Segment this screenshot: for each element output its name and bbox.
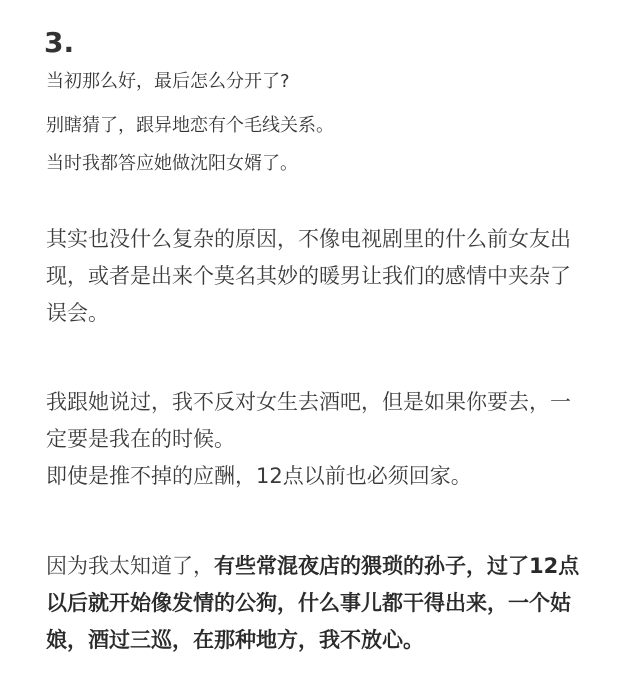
paragraph-1-line-3: 误会。 — [46, 301, 109, 325]
paragraph-3-line-1 — [46, 548, 606, 585]
dialog-line-2: 别瞎猜了，跟异地恋有个毛线关系。 — [46, 115, 334, 136]
paragraph-3-line-3: 娘，酒过三巡，在那种地方，我不放心。 — [46, 628, 424, 652]
dialog-line-1: 当初那么好，最后怎么分开了? — [46, 71, 290, 92]
section-number: 3. — [44, 26, 75, 59]
paragraph-1 — [46, 221, 606, 332]
paragraph-1-line-2: 现，或者是出来个莫名其妙的暖男让我们的感情中夹杂了 — [46, 264, 571, 288]
paragraph-2 — [46, 384, 606, 495]
paragraph-3-line-1-normal: 因为我太知道了， — [46, 554, 214, 578]
paragraph-2-line-1: 我跟她说过，我不反对女生去酒吧，但是如果你要去，一 — [46, 390, 571, 414]
paragraph-1-line-1: 其实也没什么复杂的原因，不像电视剧里的什么前女友出 — [46, 227, 571, 251]
paragraph-2-line-2: 定要是我在的时候。 — [46, 427, 235, 451]
paragraph-2-line-3: 即使是推不掉的应酬，12点以前也必须回家。 — [46, 464, 472, 488]
paragraph-3-line-1-bold: 有些常混夜店的猥琐的孙子，过了12点 — [214, 554, 580, 578]
dialog-line-3: 当时我都答应她做沈阳女婿了。 — [46, 153, 298, 174]
paragraph-3 — [46, 548, 606, 659]
paragraph-3-line-2: 以后就开始像发情的公狗，什么事儿都干得出来，一个姑 — [46, 591, 571, 615]
